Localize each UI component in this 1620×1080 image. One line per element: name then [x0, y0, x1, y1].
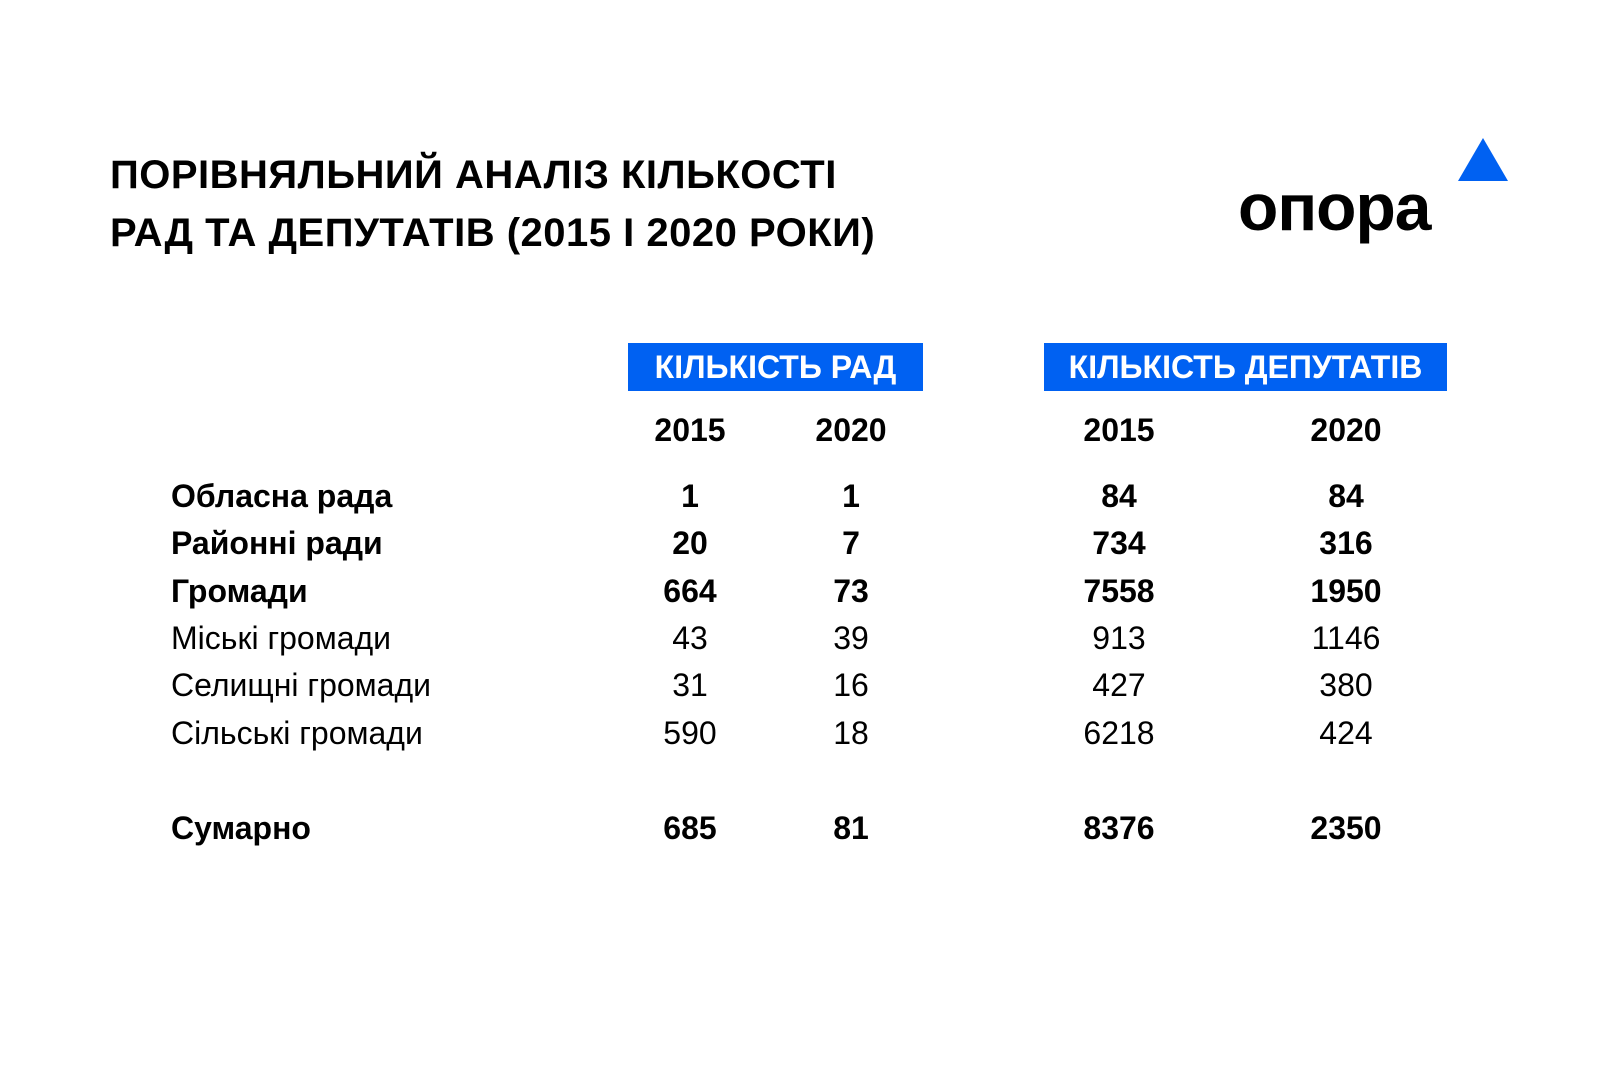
table-cell: 424	[1319, 715, 1373, 751]
table-cell: 913	[1092, 620, 1146, 656]
table-cell: 31	[672, 667, 708, 703]
column-group-header: КІЛЬКІСТЬ РАД	[628, 343, 923, 391]
logo-wordmark: опора	[1238, 170, 1431, 244]
table-cell: 427	[1092, 667, 1146, 703]
opora-logo	[1238, 138, 1508, 250]
page-title	[110, 146, 875, 262]
table-cell: 1	[681, 478, 699, 514]
row-label: Громади	[171, 573, 308, 609]
table-cell: 7558	[1083, 573, 1155, 609]
year-header: 2020	[1310, 412, 1382, 448]
row-label: Районні ради	[171, 525, 383, 561]
row-label: Міські громади	[171, 620, 392, 656]
table-cell: 7	[842, 525, 860, 561]
row-label: Селищні громади	[171, 667, 431, 703]
table-cell: 1950	[1310, 573, 1382, 609]
logo-triangle-icon	[1458, 138, 1508, 181]
table-cell: 316	[1319, 525, 1373, 561]
row-label: Обласна рада	[171, 478, 393, 514]
table-cell: 18	[833, 715, 869, 751]
table-cell: 73	[833, 573, 869, 609]
year-header: 2015	[1083, 412, 1155, 448]
table-cell: 590	[663, 715, 717, 751]
row-label: Сумарно	[171, 810, 311, 846]
table-cell: 685	[663, 810, 717, 846]
table-cell: 1146	[1311, 620, 1381, 656]
table-cell: 84	[1328, 478, 1364, 514]
year-header: 2015	[654, 412, 726, 448]
table-cell: 734	[1092, 525, 1146, 561]
table-cell: 664	[663, 573, 717, 609]
table-cell: 39	[833, 620, 869, 656]
table-cell: 43	[672, 620, 708, 656]
table-cell: 6218	[1083, 715, 1155, 751]
table-cell: 81	[833, 810, 869, 846]
table-cell: 2350	[1310, 810, 1382, 846]
table-cell: 20	[672, 525, 708, 561]
year-header: 2020	[815, 412, 887, 448]
table-cell: 380	[1319, 667, 1373, 703]
table-cell: 8376	[1083, 810, 1155, 846]
row-label: Сільські громади	[171, 715, 423, 751]
title-line-1: ПОРІВНЯЛЬНИЙ АНАЛІЗ КІЛЬКОСТІ	[110, 153, 837, 197]
table-cell: 84	[1101, 478, 1137, 514]
table-cell: 1	[842, 478, 860, 514]
column-group-header: КІЛЬКІСТЬ ДЕПУТАТІВ	[1044, 343, 1447, 391]
title-line-2: РАД ТА ДЕПУТАТІВ (2015 І 2020 РОКИ)	[110, 211, 876, 255]
table-cell: 16	[833, 667, 869, 703]
